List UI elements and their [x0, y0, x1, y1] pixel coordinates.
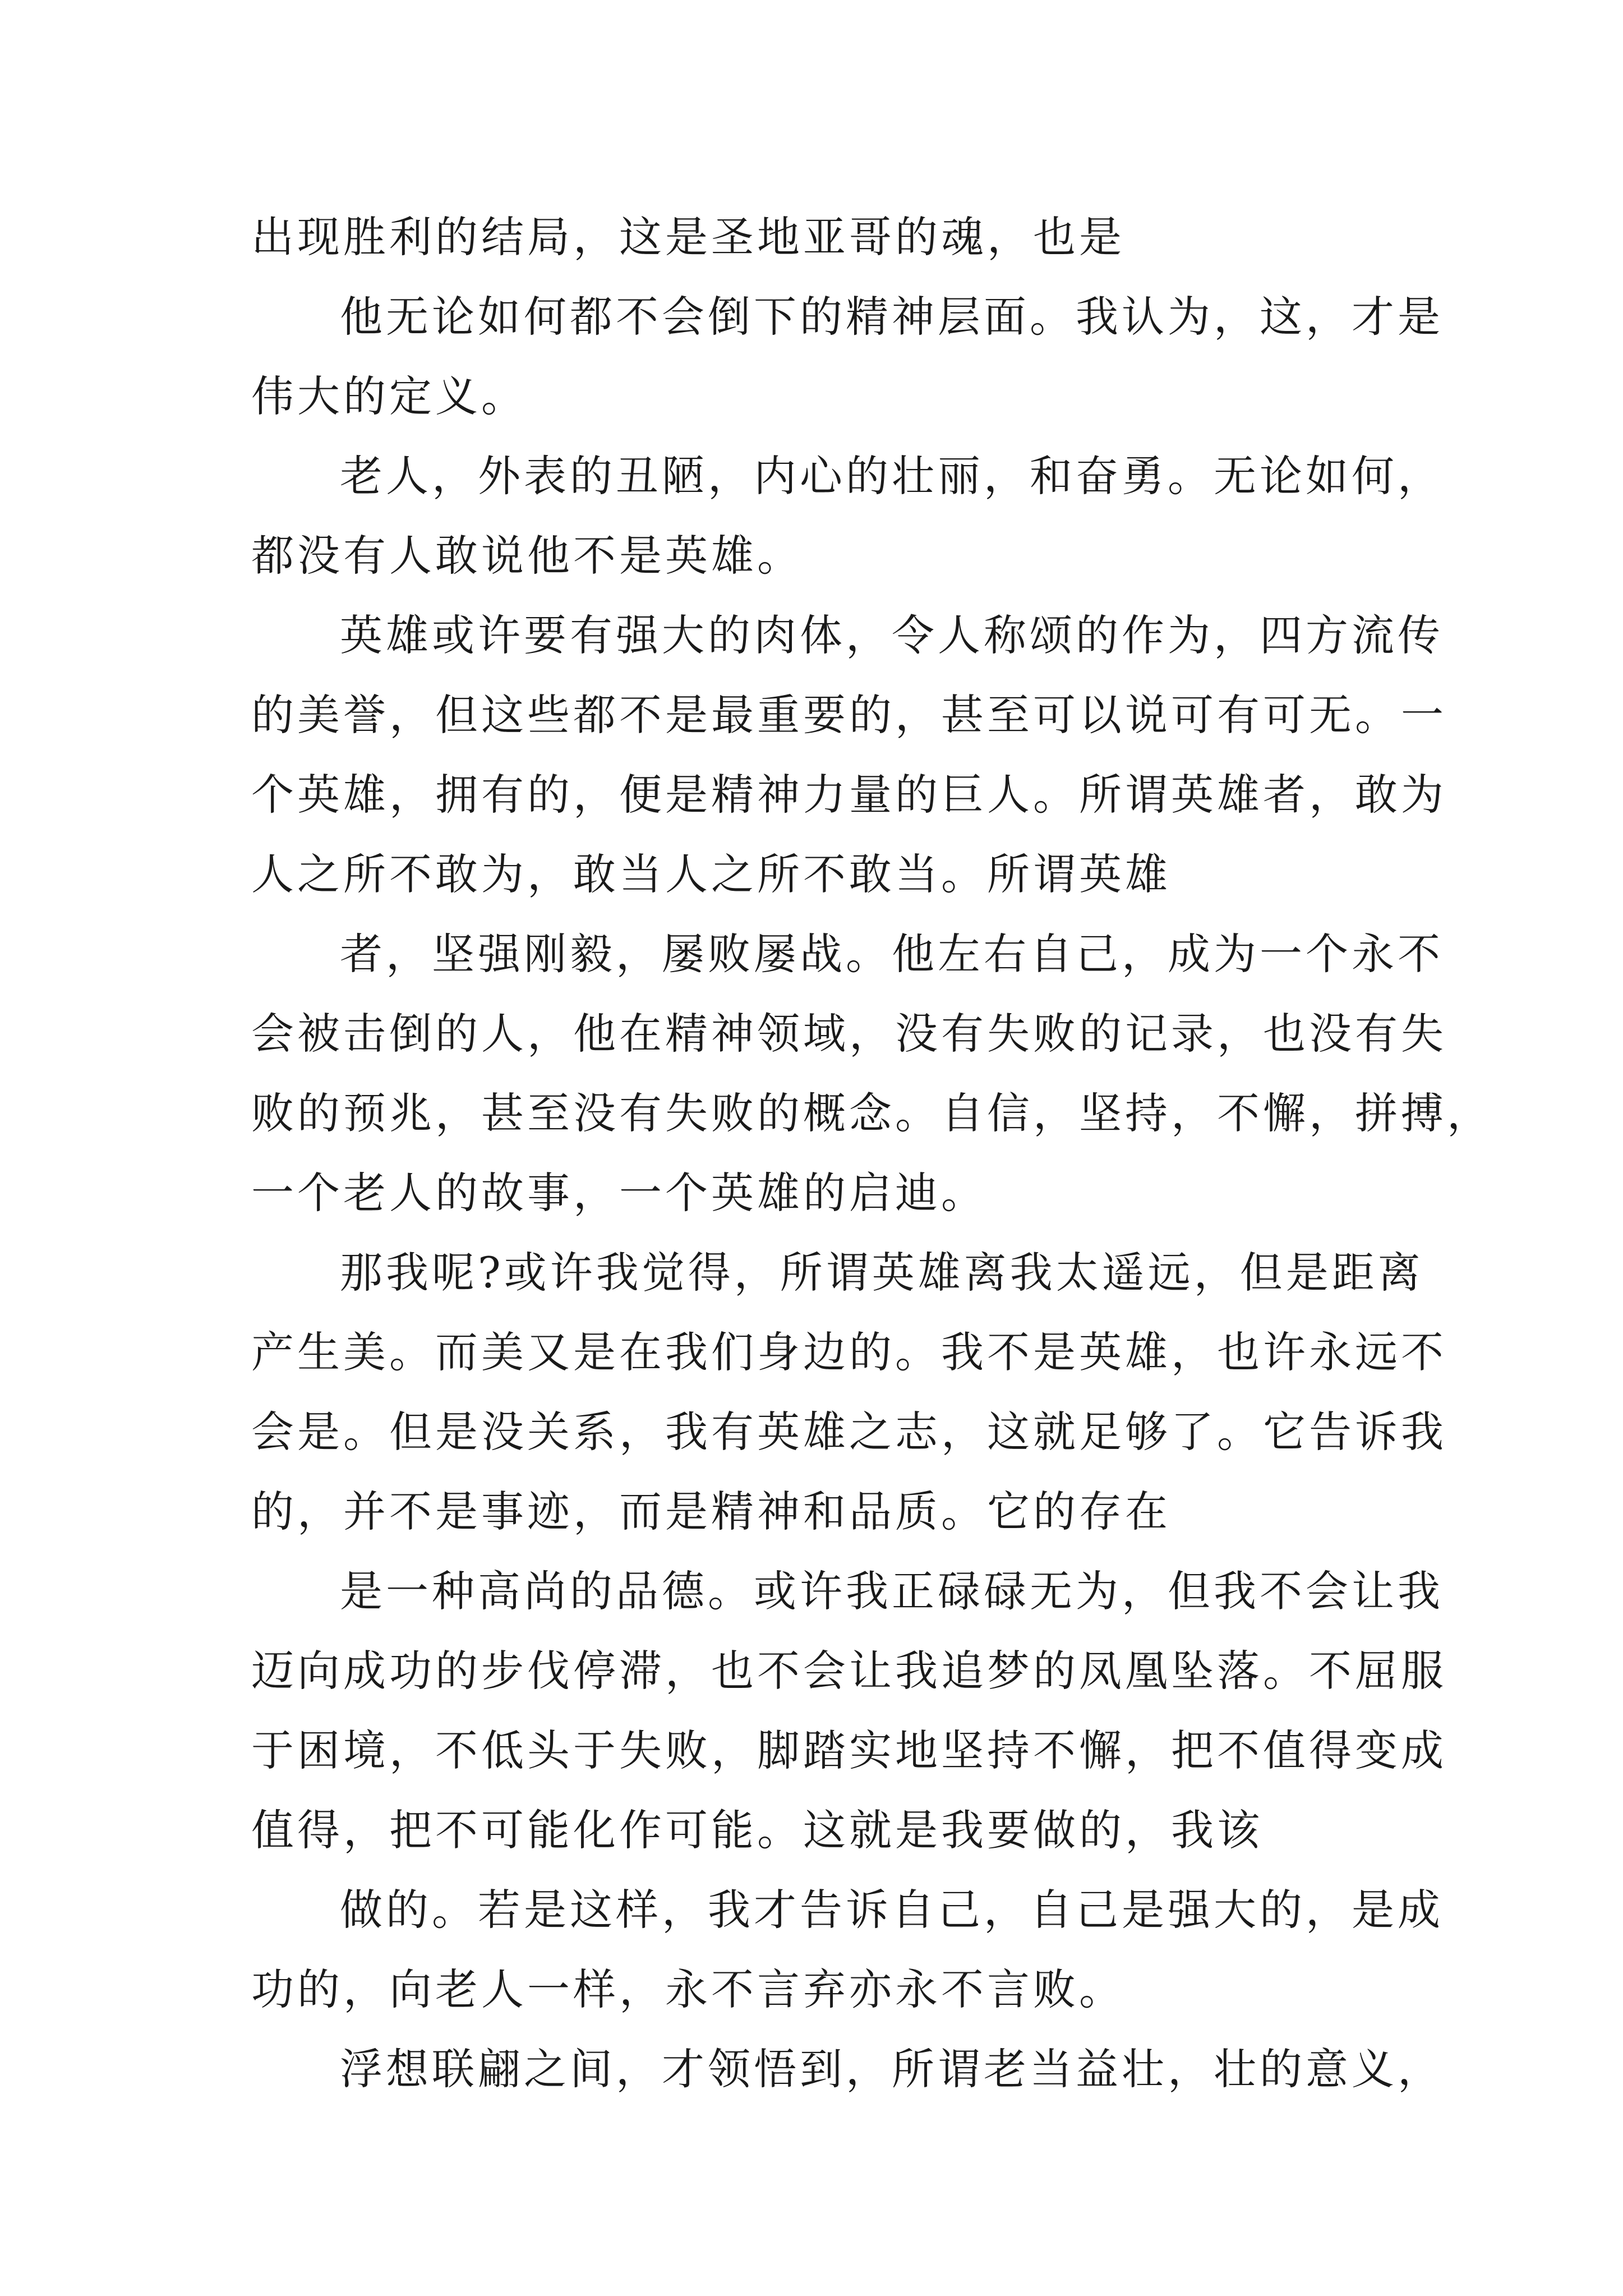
text-line: 产生美。而美又是在我们身边的。我不是英雄，也许永远不 [251, 1327, 1447, 1377]
text-line: 的美誉，但这些都不是最重要的，甚至可以说可有可无。一 [251, 690, 1447, 740]
text-line: 做的。若是这样，我才告诉自己，自己是强大的，是成 [340, 1885, 1444, 1935]
text-line: 一个老人的故事，一个英雄的启迪。 [251, 1168, 987, 1218]
text-line: 会是。但是没关系，我有英雄之志，这就足够了。它告诉我 [251, 1407, 1447, 1457]
text-line: 他无论如何都不会倒下的精神层面。我认为，这，才是 [340, 292, 1444, 342]
text-line: 英雄或许要有强大的肉体，令人称颂的作为，四方流传 [340, 610, 1444, 660]
text-line: 是一种高尚的品德。或许我正碌碌无为，但我不会让我 [340, 1566, 1444, 1616]
text-line: 都没有人敢说他不是英雄。 [251, 531, 803, 581]
text-line: 功的，向老人一样，永不言弃亦永不言败。 [251, 1964, 1125, 2014]
document-body [251, 197, 1493, 2109]
text-line: 迈向成功的步伐停滞，也不会让我追梦的凤凰坠落。不屈服 [251, 1646, 1447, 1696]
text-line: 老人，外表的丑陋，内心的壮丽，和奋勇。无论如何， [340, 451, 1444, 501]
text-line: 的，并不是事迹，而是精神和品质。它的存在 [251, 1487, 1171, 1536]
text-line: 那我呢?或许我觉得，所谓英雄离我太遥远，但是距离 [340, 1248, 1424, 1297]
text-line: 浮想联翩之间，才领悟到，所谓老当益壮，壮的意义， [340, 2044, 1444, 2094]
text-line: 会被击倒的人，他在精神领域，没有失败的记录，也没有失 [251, 1009, 1447, 1059]
text-line: 人之所不敢为，敢当人之所不敢当。所谓英雄 [251, 849, 1171, 899]
text-line: 者，坚强刚毅，屡败屡战。他左右自己，成为一个永不 [340, 929, 1444, 979]
text-line: 于困境，不低头于失败，脚踏实地坚持不懈，把不值得变成 [251, 1726, 1447, 1775]
text-line: 个英雄，拥有的，便是精神力量的巨人。所谓英雄者，敢为 [251, 770, 1447, 820]
text-line: 败的预兆，甚至没有失败的概念。自信，坚持，不懈，拼搏， [251, 1088, 1493, 1138]
text-line: 出现胜利的结局，这是圣地亚哥的魂，也是 [251, 212, 1125, 262]
text-line: 伟大的定义。 [251, 371, 527, 421]
text-line: 值得，把不可能化作可能。这就是我要做的，我该 [251, 1805, 1263, 1855]
